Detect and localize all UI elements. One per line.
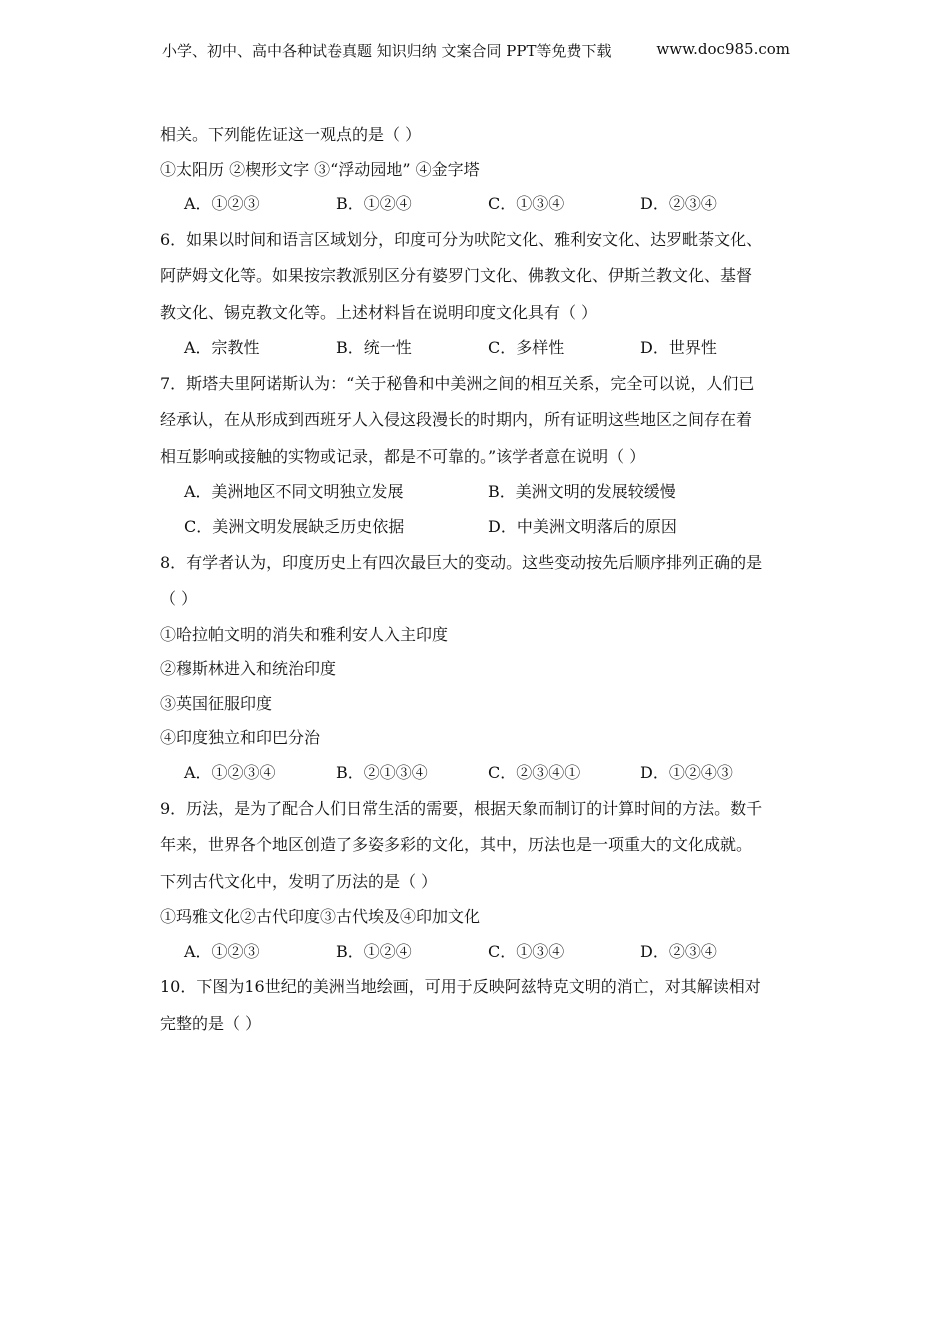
q7-options-row-2	[160, 510, 792, 545]
q8-options	[160, 756, 792, 791]
q8-item-2: ②穆斯林进入和统治印度	[160, 659, 337, 679]
q9-line-3: 下列古代文化中，发明了历法的是（ ）	[160, 871, 438, 891]
q7-option-d: D．中美洲文明落后的原因	[488, 516, 677, 536]
q9-option-b: B．①②④	[336, 941, 412, 961]
header-website: www.doc985.com	[656, 40, 790, 58]
q8-item-3: ③英国征服印度	[160, 693, 273, 713]
q5-option-b: B．①②④	[336, 194, 412, 214]
q9-option-c: C．①③④	[488, 941, 565, 961]
q7-line-2: 经承认，在从形成到西班牙人入侵这段漫长的时期内，所有证明这些地区之间存在着	[160, 410, 753, 430]
q8-option-d: D．①②④③	[640, 762, 733, 782]
q5-items: ①太阳历 ②楔形文字 ③“浮动园地” ④金字塔	[160, 159, 480, 179]
q7-option-b: B．美洲文明的发展较缓慢	[488, 482, 676, 502]
q6-option-b: B．统一性	[336, 338, 412, 358]
q6-line-3: 教文化、锡克教文化等。上述材料旨在说明印度文化具有（ ）	[160, 302, 598, 322]
q8-option-a: A．①②③④	[184, 762, 276, 782]
q5-option-d: D．②③④	[640, 194, 717, 214]
q6-line-1: 6．如果以时间和语言区域划分，印度可分为吠陀文化、雅利安文化、达罗毗荼文化、	[160, 229, 763, 249]
question-content	[160, 118, 792, 1042]
q9-options	[160, 935, 792, 970]
q8-item-1: ①哈拉帕文明的消失和雅利安人入主印度	[160, 624, 449, 644]
q5-option-a: A．①②③	[184, 194, 260, 214]
q10-line-1: 10．下图为16世纪的美洲当地绘画，可用于反映阿兹特克文明的消亡，对其解读相对	[160, 977, 761, 997]
q6-options	[160, 331, 792, 366]
q5-option-c: C．①③④	[488, 194, 565, 214]
q8-option-b: B．②①③④	[336, 762, 428, 782]
q7-line-1: 7．斯塔夫里阿诺斯认为：“关于秘鲁和中美洲之间的相互关系，完全可以说，人们已	[160, 373, 755, 393]
q7-option-c: C．美洲文明发展缺乏历史依据	[184, 516, 405, 536]
q5-options	[160, 187, 792, 222]
q10-line-2: 完整的是（ ）	[160, 1013, 262, 1033]
q9-line-1: 9．历法，是为了配合人们日常生活的需要，根据天象而制订的计算时间的方法。数千	[160, 798, 763, 818]
q8-line-1: 8．有学者认为，印度历史上有四次最巨大的变动。这些变动按先后顺序排列正确的是	[160, 552, 763, 572]
q6-option-a: A．宗教性	[184, 338, 260, 358]
q9-line-2: 年来，世界各个地区创造了多姿多彩的文化，其中，历法也是一项重大的文化成就。	[160, 835, 753, 855]
q7-options-row-1	[160, 475, 792, 510]
q9-option-d: D．②③④	[640, 941, 717, 961]
page-header	[162, 40, 790, 61]
q8-option-c: C．②③④①	[488, 762, 581, 782]
q7-option-a: A．美洲地区不同文明独立发展	[184, 482, 404, 502]
q6-line-2: 阿萨姆文化等。如果按宗教派别区分有婆罗门文化、佛教文化、伊斯兰教文化、基督	[160, 266, 753, 286]
q8-item-4: ④印度独立和印巴分治	[160, 728, 321, 748]
header-left-text: 小学、初中、高中各种试卷真题 知识归纳 文案合同 PPT等免费下载	[162, 42, 612, 60]
q5-stem-tail: 相关。下列能佐证这一观点的是（ ）	[160, 125, 422, 144]
q6-option-c: C．多样性	[488, 338, 565, 358]
q7-line-3: 相互影响或接触的实物或记录，都是不可靠的。”该学者意在说明（ ）	[160, 446, 646, 466]
q9-option-a: A．①②③	[184, 941, 260, 961]
q9-items: ①玛雅文化②古代印度③古代埃及④印加文化	[160, 907, 481, 927]
q6-option-d: D．世界性	[640, 338, 717, 358]
q8-line-2: （ ）	[160, 589, 198, 609]
